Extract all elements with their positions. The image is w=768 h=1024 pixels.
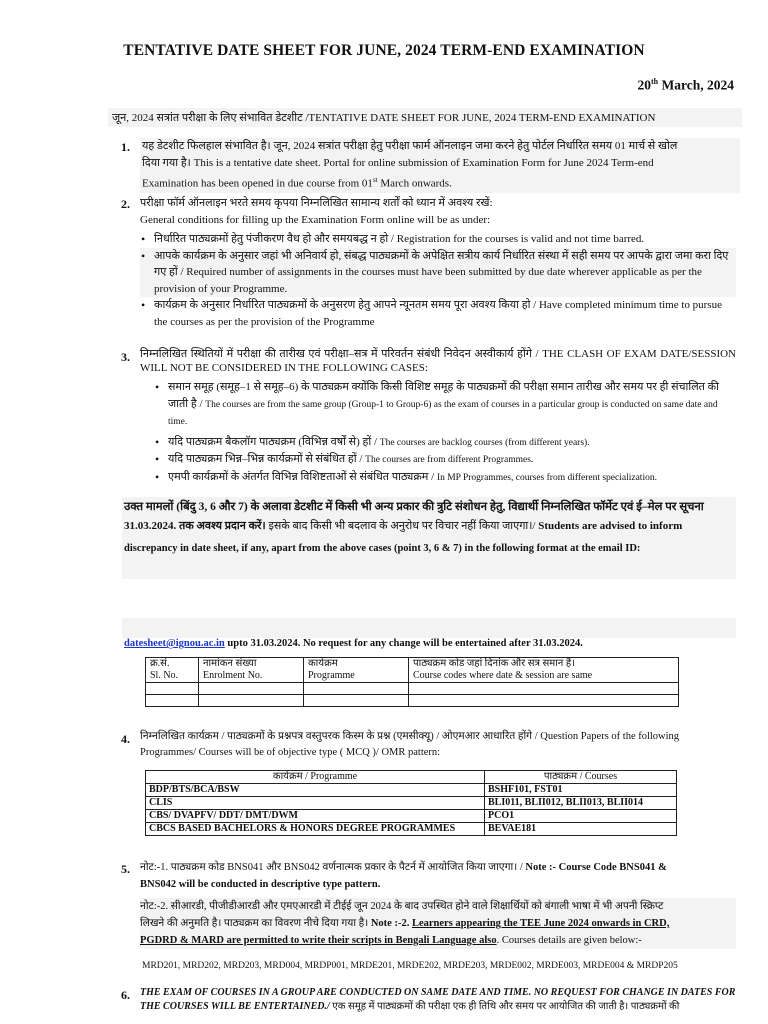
format-cell: [304, 695, 409, 707]
format-table-empty-row: [146, 695, 679, 707]
section-5-note-2-line-1: नोट:-2. सीआरडी, पीजीडीआरडी और एमएआरडी में टीईई जून 2024 के बाद उपस्थित होने वाले शिक्षार्थियों को बंगाली भाषा में भी अपनी स्क्रिप्ट: [140, 901, 664, 912]
mcq-programme: CBS/ DVAPFV/ DDT/ DMT/DWM: [146, 810, 485, 823]
format-table-header: [146, 658, 679, 683]
section-3-intro: निम्नलिखित स्थितियों में परीक्षा की तारीख एवं परीक्षा–सत्र में परिवर्तन संबंधी निवेदन अस्वीकार्य होंगे / THE CLASH OF EXAM DATE/SESSION WILL NOT BE CONSIDERED IN THE FOLLOWING CASES:: [140, 348, 736, 374]
section-5-note-2-line-3: PGDRD & MARD are permitted to write their scripts in Bengali Language also. Courses details are given below:-: [140, 935, 642, 946]
format-table-empty-row: [146, 683, 679, 695]
mcq-courses: BSHF101, FST01: [485, 784, 677, 797]
section-5-number: 5.: [121, 862, 130, 876]
mcq-courses: PCO1: [485, 810, 677, 823]
section-1: [140, 138, 740, 193]
bengali-course-list: MRD201, MRD202, MRD203, MRD004, MRDP001, MRDE201, MRDE202, MRDE203, MRDE002, MRDE003, MRDE004 & MRDP205: [142, 961, 678, 971]
mcq-programme: CBCS BASED BACHELORS & HONORS DEGREE PROGRAMMES: [146, 823, 485, 836]
section-3-bullets: [154, 379, 736, 486]
section-6: [140, 986, 736, 1014]
section-4-number: 4.: [121, 732, 130, 746]
section-2-bullet-1: • निर्धारित पाठ्यक्रमों हेतु पंजीकरण वैध हो और समयबद्ध न हो / Registration for the courses is valid and not time barred.: [140, 231, 736, 248]
section-5: [140, 859, 736, 893]
mcq-row: [146, 797, 677, 810]
section-2-bullets: [140, 231, 736, 330]
section-3-number: 3.: [121, 350, 130, 364]
subtitle-banner: जून, 2024 सत्रांत परीक्षा के लिए संभावित डेटशीट /TENTATIVE DATE SHEET FOR JUNE, 2024 TERM-END EXAMINATION: [108, 108, 742, 127]
section-3-bullet-2: • यदि पाठ्यक्रम बैकलॉग पाठ्यक्रम (विभिन्न वर्षों से) हों / The courses are backlog courses (from different years).: [154, 434, 736, 452]
section-5-note-2: [140, 898, 736, 949]
section-3-bullet-1: • समान समूह (समूह–1 से समूह–6) के पाठ्यक्रम क्योंकि किसी विशिष्ट समूह के पाठ्यक्रमों की परीक्षा समान तारीख और समय पर ही संचालित की जाती है / The courses are from the same group (Group-1 to Group-6) as the exam of courses in a particular group is conducted on same date and time.: [154, 379, 736, 431]
section-1-line-2: दिया गया है। This is a tentative date sheet. Portal for online submission of Examination Form for June 2024 Term-end: [142, 157, 654, 169]
section-2: [140, 195, 736, 330]
section-4-line-1: निम्नलिखित कार्यक्रम / पाठ्यक्रमों के प्रश्नपत्र वस्तुपरक किस्म के प्रश्न (एमसीक्यू) / ओएमआर आधारित होंगे / Question Papers of the following: [140, 731, 680, 742]
mcq-courses: BLI011, BLII012, BLII013, BLII014: [485, 797, 677, 810]
format-cell: [409, 683, 679, 695]
format-cell: [304, 683, 409, 695]
email-link[interactable]: datesheet@ignou.ac.in: [124, 638, 225, 649]
section-6-line-1: THE EXAM OF COURSES IN A GROUP ARE CONDUCTED ON SAME DATE AND TIME. NO REQUEST FOR CHANGE IN DATES FOR: [140, 987, 736, 998]
document-date: 20th March, 2024: [637, 77, 734, 93]
mcq-col-programme: कार्यक्रम / Programme: [146, 771, 485, 784]
section-4: [140, 729, 738, 761]
mcq-row: [146, 784, 677, 797]
format-cell: [409, 695, 679, 707]
document-title: TENTATIVE DATE SHEET FOR JUNE, 2024 TERM-END EXAMINATION: [123, 42, 645, 59]
format-col-sl: क्र.सं. Sl. No.: [146, 658, 199, 683]
notice-line-3: discrepancy in date sheet, if any, apart from the above cases (point 3, 6 & 7) in the following format at the email ID:: [124, 543, 641, 554]
section-4-line-2: Programmes/ Courses will be of objective type ( MCQ )/ OMR pattern:: [140, 747, 441, 758]
section-5-note-2-line-2: लिखने की अनुमति है। पाठ्यक्रम का विवरण नीचे दिया गया है। Note :-2. Learners appearing the TEE June 2024 onwards in CRD,: [140, 918, 670, 929]
section-3-bullet-4: • एमपी कार्यक्रमों के अंतर्गत विभिन्न विशिष्टताओं से संबंधित पाठ्यक्रम / In MP Programmes, courses from different specialization.: [154, 469, 736, 487]
mcq-programme: BDP/BTS/BCA/BSW: [146, 784, 485, 797]
format-col-programme: कार्यक्रम Programme: [304, 658, 409, 683]
section-3-bullet-3: • यदि पाठ्यक्रम भिन्न–भिन्न कार्यक्रमों से संबंधित हों / The courses are from different Programmes.: [154, 451, 736, 469]
section-2-line-1: परीक्षा फॉर्म ऑनलाइन भरते समय कृपया निम्नलिखित सामान्य शर्तों को ध्यान में अवश्य रखें:: [140, 197, 493, 209]
section-5-note-1: नोट:-1. पाठ्यक्रम कोड BNS041 और BNS042 वर्णनात्मक प्रकार के पैटर्न में आयोजित किया जाएगा। / Note :- Course Code BNS041 &: [140, 862, 667, 873]
mcq-programme: CLIS: [146, 797, 485, 810]
email-banner: [122, 618, 736, 638]
format-cell: [146, 683, 199, 695]
mcq-table: [145, 770, 677, 836]
format-cell: [199, 695, 304, 707]
mcq-courses: BEVAE181: [485, 823, 677, 836]
section-2-number: 2.: [121, 197, 130, 211]
format-cell: [146, 695, 199, 707]
section-2-line-2: General conditions for filling up the Examination Form online will be as under:: [140, 214, 491, 226]
section-1-number: 1.: [121, 140, 130, 154]
format-cell: [199, 683, 304, 695]
mcq-col-courses: पाठ्यक्रम / Courses: [485, 771, 677, 784]
section-2-bullet-3: • कार्यक्रम के अनुसार निर्धारित पाठ्यक्रमों के अनुसरण हेतु आपने न्यूनतम समय पूरा अवश्य किया हो / Have completed minimum time to pursue the courses as per the provision of the Programme: [140, 297, 736, 330]
mcq-row: [146, 810, 677, 823]
section-1-line-1: यह डेटशीट फिलहाल संभावित है। जून, 2024 सत्रांत परीक्षा हेतु परीक्षा फार्म ऑनलाइन जमा करने हेतु पोर्टल निर्धारित समय 01 मार्च से खोल: [142, 140, 678, 152]
format-table: [145, 657, 679, 707]
format-col-enrolment: नामांकन संख्या Enrolment No.: [199, 658, 304, 683]
section-2-bullet-2: • आपके कार्यक्रम के अनुसार जहां भी अनिवार्य हो, संबद्ध पाठ्यक्रमों के अपेक्षित सत्रीय कार्य निर्धारित संस्था में सही समय पर आपके द्वारा जमा करा दिए गए हों / Required number of assignments in the courses must have been submitted by due date wherever applicable as per the provision of your Programme.: [140, 248, 736, 298]
section-1-line-3: Examination has been opened in due course from 01st March onwards.: [142, 176, 452, 190]
notice-line-2: 31.03.2024. तक अवश्य प्रदान करें। इसके बाद किसी भी बदलाव के अनुरोध पर विचार नहीं किया जाएगा।/ Students are advised to inform: [124, 520, 683, 532]
section-6-line-2: THE COURSES WILL BE ENTERTAINED./ एक समूह में पाठ्यक्रमों की परीक्षा एक ही तिथि और समय पर आयोजित की जाती है। पाठ्यक्रमों की: [140, 1001, 680, 1012]
section-3: [140, 347, 736, 486]
mcq-table-header: [146, 771, 677, 784]
section-6-number: 6.: [121, 988, 130, 1002]
format-col-courses: पाठ्यक्रम कोड जहां दिनांक और सत्र समान हैं। Course codes where date & session are same: [409, 658, 679, 683]
notice-hindi-line-1: उक्त मामलों (बिंदु 3, 6 और 7) के अलावा डेटशीट में किसी भी अन्य प्रकार की त्रुटि संशोधन हेतु, विद्यार्थी निम्नलिखित फॉर्मेट एवं ई–मेल पर सूचना: [124, 501, 704, 513]
email-line: datesheet@ignou.ac.in upto 31.03.2024. No request for any change will be entertained after 31.03.2024.: [124, 638, 583, 649]
notice-block: [122, 497, 736, 579]
section-5-note-1-cont: BNS042 will be conducted in descriptive type pattern.: [140, 879, 381, 890]
mcq-row: [146, 823, 677, 836]
